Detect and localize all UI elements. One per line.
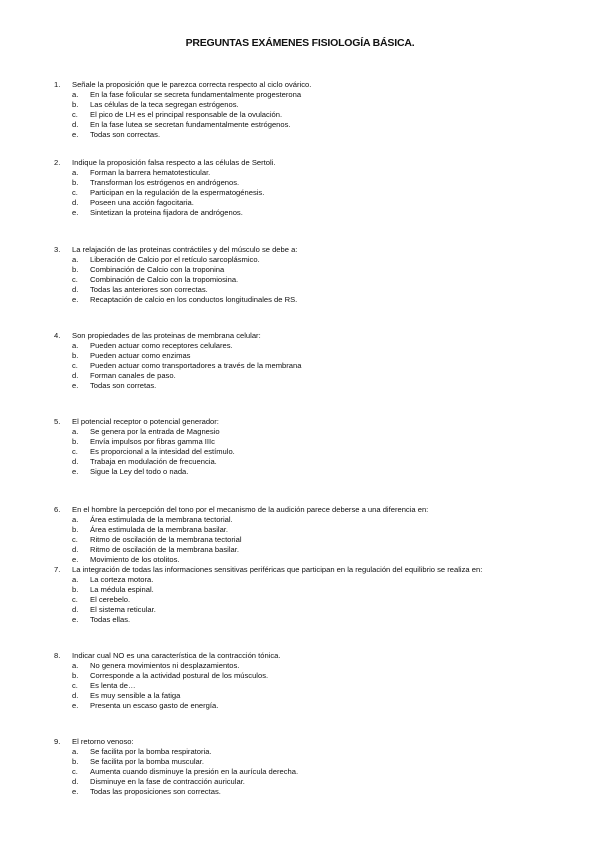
- option-c: c. Aumenta cuando disminuye la presión en la aurícula derecha.: [72, 767, 299, 777]
- question-text: El potencial receptor o potencial generador:: [72, 417, 219, 426]
- option-a: a. Se facilita por la bomba respiratoria.: [72, 747, 212, 757]
- question-number: 4.: [54, 331, 61, 340]
- option-a: a. Pueden actuar como receptores celulares.: [72, 341, 233, 351]
- question-number: 6.: [54, 505, 61, 514]
- option-c: c. Es proporcional a la intesidad del estímulo.: [72, 447, 235, 457]
- question-5: [54, 417, 554, 478]
- page-title: PREGUNTAS EXÁMENES FISIOLOGÍA BÁSICA.: [185, 37, 415, 49]
- option-a: a. En la fase folicular se secreta fundamentalmente progesterona: [72, 90, 302, 100]
- option-b: b. Las células de la teca segregan estrógenos.: [72, 100, 239, 110]
- option-c: c. Participan en la regulación de la espermatogénesis.: [72, 188, 265, 198]
- option-e: e. Recaptación de calcio en los conductos longitudinales de RS.: [72, 295, 298, 305]
- option-b: b. La médula espinal.: [72, 585, 154, 595]
- option-a: a. Área estimulada de la membrana tectorial.: [72, 515, 233, 525]
- question-3: [54, 245, 554, 306]
- question-number: 1.: [54, 80, 61, 89]
- question-text: Indicar cual NO es una característica de la contracción tónica.: [72, 651, 281, 660]
- option-c: c. Es lenta de…: [72, 681, 136, 691]
- option-e: e. Sintetizan la proteina fijadora de andrógenos.: [72, 208, 243, 218]
- option-e: e. Presenta un escaso gasto de energía.: [72, 701, 219, 711]
- question-number: 2.: [54, 158, 61, 167]
- option-d: d. Forman canales de paso.: [72, 371, 176, 381]
- option-e: e. Todas ellas.: [72, 615, 131, 625]
- option-d: d. Poseen una acción fagocitaria.: [72, 198, 194, 208]
- option-b: b. Combinación de Calcio con la troponina: [72, 265, 225, 275]
- option-e: e. Todas las proposiciones son correctas.: [72, 787, 221, 797]
- question-number: 5.: [54, 417, 61, 426]
- option-e: e. Movimiento de los otolitos.: [72, 555, 180, 565]
- question-4: [54, 331, 554, 392]
- question-6: [54, 505, 554, 566]
- option-a: a. Se genera por la entrada de Magnesio: [72, 427, 220, 437]
- option-a: a. La corteza motora.: [72, 575, 154, 585]
- option-b: b. Corresponde a la actividad postural de los músculos.: [72, 671, 269, 681]
- option-d: d. Disminuye en la fase de contracción auricular.: [72, 777, 245, 787]
- question-9: [54, 737, 554, 798]
- option-e: e. Todas son corretas.: [72, 381, 157, 391]
- question-text: La integración de todas las informaciones sensitivas periféricas que participan en la regulación del equilibrio se realiza en:: [72, 565, 483, 574]
- question-number: 8.: [54, 651, 61, 660]
- option-c: c. Pueden actuar como transportadores a través de la membrana: [72, 361, 302, 371]
- question-number: 7.: [54, 565, 61, 574]
- option-c: c. Ritmo de oscilación de la membrana tectorial: [72, 535, 242, 545]
- option-d: d. Todas las anteriores son correctas.: [72, 285, 208, 295]
- question-7: [54, 565, 554, 626]
- option-e: e. Todas son correctas.: [72, 130, 161, 140]
- question-number: 3.: [54, 245, 61, 254]
- question-text: El retorno venoso:: [72, 737, 134, 746]
- option-e: e. Sigue la Ley del todo o nada.: [72, 467, 189, 477]
- option-d: d. El sistema reticular.: [72, 605, 156, 615]
- option-a: a. Forman la barrera hematotesticular.: [72, 168, 211, 178]
- option-a: a. Liberación de Calcio por el retículo sarcoplásmico.: [72, 255, 260, 265]
- option-c: c. El pico de LH es el principal responsable de la ovulación.: [72, 110, 283, 120]
- option-c: c. El cerebelo.: [72, 595, 131, 605]
- question-1: [54, 80, 554, 141]
- question-number: 9.: [54, 737, 61, 746]
- question-text: En el hombre la percepción del tono por el mecanismo de la audición parece deberse a una diferencia en:: [72, 505, 429, 514]
- option-d: d. Trabaja en modulación de frecuencia.: [72, 457, 217, 467]
- option-b: b. Envía impulsos por fibras gamma IIIc: [72, 437, 215, 447]
- question-2: [54, 158, 554, 219]
- option-a: a. No genera movimientos ni desplazamientos.: [72, 661, 240, 671]
- question-text: Indique la proposición falsa respecto a las células de Sertoli.: [72, 158, 276, 167]
- question-text: Son propiedades de las proteinas de membrana celular:: [72, 331, 261, 340]
- option-b: b. Transforman los estrógenos en andrógenos.: [72, 178, 240, 188]
- question-text: La relajación de las proteinas contráctiles y del músculo se debe a:: [72, 245, 298, 254]
- option-d: d. Es muy sensible a la fatiga: [72, 691, 181, 701]
- option-b: b. Se facilita por la bomba muscular.: [72, 757, 204, 767]
- option-b: b. Pueden actuar como enzimas: [72, 351, 191, 361]
- question-8: [54, 651, 554, 712]
- question-text: Señale la proposición que le parezca correcta respecto al ciclo ovárico.: [72, 80, 312, 89]
- option-c: c. Combinación de Calcio con la tropomiosina.: [72, 275, 239, 285]
- option-b: b. Área estimulada de la membrana basilar.: [72, 525, 229, 535]
- option-d: d. En la fase lutea se secretan fundamentalmente estrógenos.: [72, 120, 291, 130]
- option-d: d. Ritmo de oscilación de la membrana basilar.: [72, 545, 239, 555]
